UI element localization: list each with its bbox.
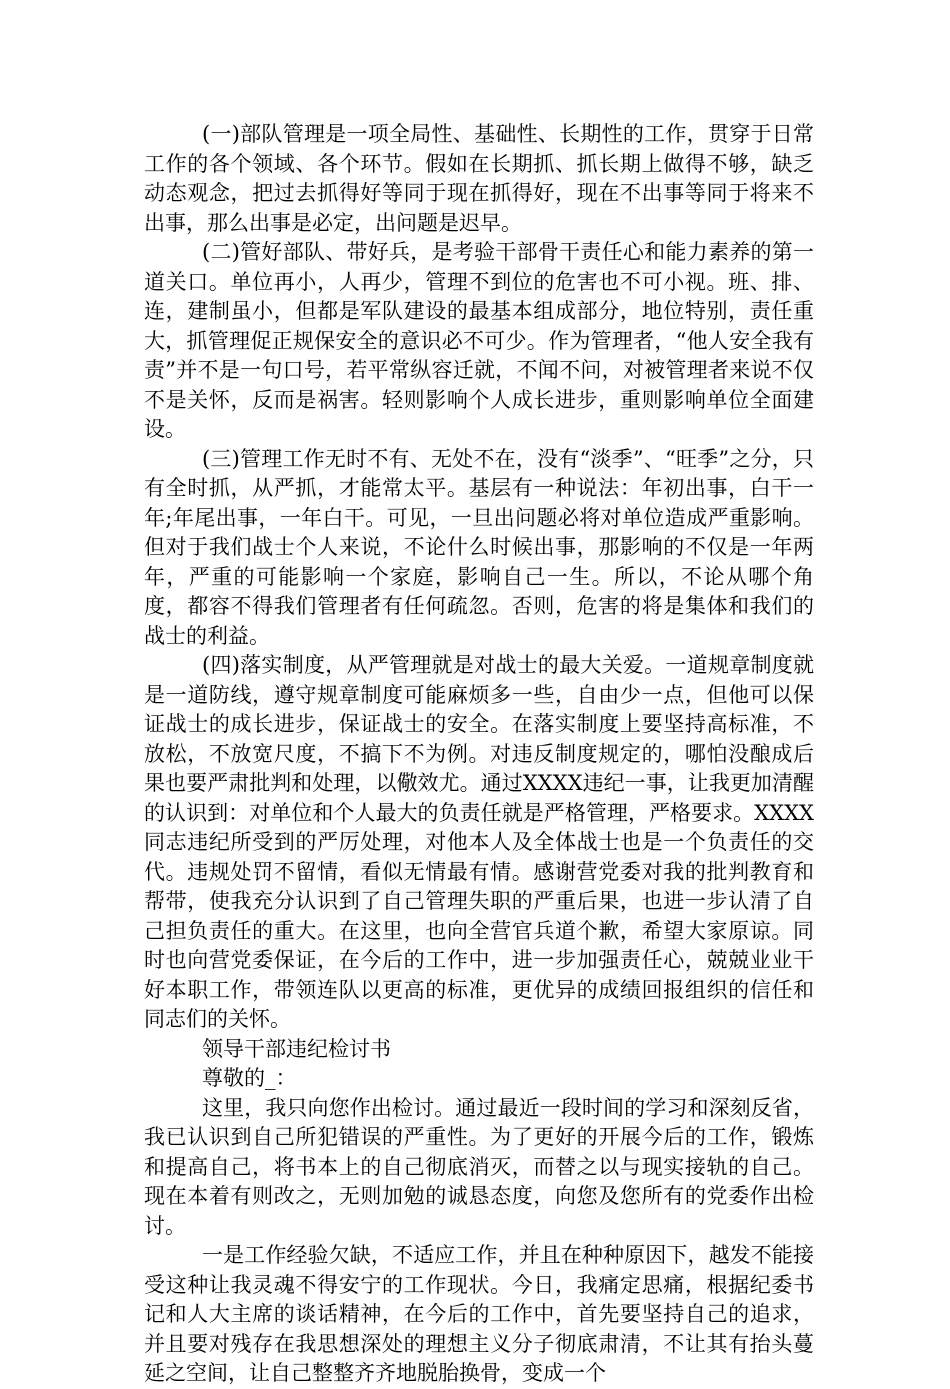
paragraph-management-always: (三)管理工作无时不有、无处不在，没有“淡季”、“旺季”之分，只有全时抓，从严抓，才能常太平。基层有一种说法：年初出事，白干一年;年尾出事，一年白干。可见，一旦出问题必将对单位造成严重影响。但对于我们战士个人来说，不论什么时候出事，那影响的不仅是一年两年，严重的可能影响一个家庭，影响自己一生。所以，不论从哪个角度，都容不得我们管理者有任何疏忽。否则，危害的将是集体和我们的战士的利益。 [144,446,814,648]
paragraph-management-overall: (一)部队管理是一项全局性、基础性、长期性的工作，贯穿于日常工作的各个领域、各个环节。假如在长期抓、抓长期上做得不够，缺乏动态观念，把过去抓得好等同于现在抓得好，现在不出事等同于将来不出事，那么出事是必定，出问题是迟早。 [144,122,814,235]
paragraph-work-experience: 一是工作经验欠缺，不适应工作，并且在种种原因下，越发不能接受这种让我灵魂不得安宁的工作现状。今日，我痛定思痛，根据纪委书记和人大主席的谈话精神，在今后的工作中，首先要坚持自己的追求，并且要对残存在我思想深处的理想主义分子彻底肃清，不让其有抬头蔓延之空间，让自己整整齐齐地脱胎换骨，变成一个 [144,1243,814,1385]
section-title: 领导干部违纪检讨书 [202,1036,391,1061]
paragraph-self-review: 这里，我只向您作出检讨。通过最近一段时间的学习和深刻反省，我已认识到自己所犯错误的严重性。为了更好的开展今后的工作，锻炼和提高自己，将书本上的自己彻底消灭，而替之以与现实接轨的自己。现在本着有则改之，无则加勉的诚恳态度，向您及您所有的党委作出检讨。 [144,1095,814,1238]
paragraph-management-cadres: (二)管好部队、带好兵，是考验干部骨干责任心和能力素养的第一道关口。单位再小，人再少，管理不到位的危害也不可小视。班、排、连，建制虽小，但都是军队建设的最基本组成部分，地位特别，责任重大，抓管理促正规保安全的意识必不可少。作为管理者，“他人安全我有责”并不是一句口号，若平常纵容迁就，不闻不问，对被管理者来说不仅不是关怀，反而是祸害。轻则影响个人成长进步，重则影响单位全面建设。 [144,240,814,441]
document-page [144,120,814,1389]
salutation: 尊敬的_： [202,1066,297,1090]
paragraph-system-implementation: (四)落实制度，从严管理就是对战士的最大关爱。一道规章制度就是一道防线，遵守规章制度可能麻烦多一些，自由少一点，但他可以保证战士的成长进步，保证战士的安全。在落实制度上要坚持高标准，不放松，不放宽尺度，不搞下不为例。对违反制度规定的，哪怕没酿成后果也要严肃批判和处理，以儆效尤。通过XXXX违纪一事，让我更加清醒的认识到：对单位和个人最大的负责任就是严格管理，严格要求。XXXX同志违纪所受到的严厉处理，对他本人及全体战士也是一个负责任的交代。违规处罚不留情，看似无情最有情。感谢营党委对我的批判教育和帮带，使我充分认识到了自己管理失职的严重后果，也进一步认清了自己担负责任的重大。在这里，也向全营官兵道个歉，希望大家原谅。同时也向营党委保证，在今后的工作中，进一步加强责任心，兢兢业业干好本职工作，带领连队以更高的标准，更优异的成绩回报组织的信任和同志们的关怀。 [144,653,814,1031]
